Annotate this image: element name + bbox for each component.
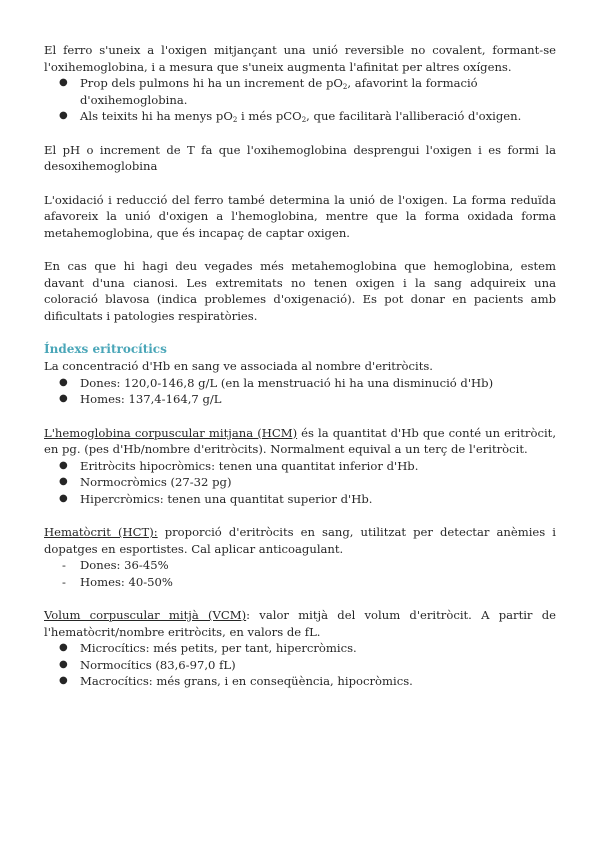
bullet-icon: ●	[59, 492, 68, 504]
bullet-icon: ●	[59, 459, 68, 471]
vcm-term: Volum corpuscular mitjà (VCM)	[44, 608, 247, 622]
bullet-icon: ●	[59, 376, 68, 388]
list-item: - Dones: 36-45%	[62, 558, 169, 572]
oxihemoglobina-paragraph: El ferro s'uneix a l'oxigen mitjançant una unió reversible no covalent, formant-se l'oxihemoglobina, i a mesura que s'uneix augmenta l'afinitat per altres oxígens.	[44, 43, 556, 74]
hb-intro: La concentració d'Hb en sang ve associada al nombre d'eritròcits.	[44, 359, 433, 373]
hcm-list	[44, 458, 556, 508]
list-item: ● Prop dels pulmons hi ha un increment de $pO_2$, afavorint la formació d'oxihemoglobina.	[59, 76, 478, 107]
list-item: ● Macrocítics: més grans, i en conseqüència, hipocròmics.	[59, 674, 413, 688]
dash-icon: -	[62, 574, 66, 589]
hcm-paragraph: L'hemoglobina corpuscular mitjana (HCM) és la quantitat d'Hb que conté un eritròcit, en pg. (pes d'Hb/nombre d'eritròcits). Normalment equival a un terç de l'eritròcit.	[44, 425, 556, 456]
bullet-icon: ●	[59, 675, 68, 686]
vcm-paragraph: Volum corpuscular mitjà (VCM): valor mitjà del volum d'eritròcit. A partir de l'hematòcrit/nombre eritròcits, en valors de fL.	[44, 608, 556, 639]
bullet-icon: ●	[59, 110, 68, 121]
cianosi-paragraph: En cas que hi hagi deu vegades més metahemoglobina que hemoglobina, estem davant d'una cianosi. Les extremitats no tenen oxigen i la sang adquireix una coloració blavosa (indica problemes d'oxigenació). Es pot donar en pacients amb dificultats i patologies respiratòries.	[44, 259, 556, 323]
list-item: ● Normocròmics (27-32 pg)	[59, 475, 232, 489]
bullet-icon: ●	[59, 642, 68, 653]
list-item: - Homes: 40-50%	[62, 574, 173, 589]
oxygen-bullet-list	[44, 75, 556, 125]
hct-paragraph: Hematòcrit (HCT): proporció d'eritròcits en sang, utilitzat per detectar anèmies i dopatges en esportistes. Cal aplicar anticoagulant.	[44, 525, 556, 556]
list-item: ● Normocítics (83,6-97,0 fL)	[59, 657, 236, 672]
document-page	[44, 42, 556, 690]
bullet-icon: ●	[59, 393, 68, 404]
vcm-list	[44, 640, 556, 690]
hct-term: Hematòcrit (HCT):	[44, 525, 158, 539]
ph-paragraph: El pH o increment de T fa que l'oxihemoglobina desprengui l'oxigen i es formi la desoxihemoglobina	[44, 142, 556, 173]
list-item: ● Microcítics: més petits, per tant, hipercròmics.	[59, 641, 357, 655]
list-item: ● Homes: 137,4-164,7 g/L	[59, 392, 222, 406]
hb-list	[44, 375, 556, 408]
list-item: ● Eritròcits hipocròmics: tenen una quantitat inferior d'Hb.	[59, 458, 419, 473]
redox-paragraph: L'oxidació i reducció del ferro també determina la unió de l'oxigen. La forma reduïda afavoreix la unió d'oxigen a l'hemoglobina, mentre que la forma oxidada forma metahemoglobina, que és incapaç de captar oxigen.	[44, 192, 556, 240]
list-item: ● Hipercròmics: tenen una quantitat superior d'Hb.	[59, 491, 373, 506]
section-title: Índexs eritrocítics	[44, 342, 167, 356]
hcm-term: L'hemoglobina corpuscular mitjana (HCM)	[44, 425, 298, 440]
hct-list	[44, 557, 556, 590]
list-item: ● Als teixits hi ha menys $pO_2$ i més pCO$_2$, que facilitarà l'alliberació d'oxigen.	[59, 109, 522, 124]
bullet-icon: ●	[59, 476, 68, 487]
bullet-icon: ●	[59, 658, 68, 670]
dash-icon: -	[62, 558, 66, 572]
bullet-icon: ●	[59, 77, 68, 88]
list-item: ● Dones: 120,0-146,8 g/L (en la menstruació hi ha una disminució d'Hb)	[59, 375, 494, 390]
